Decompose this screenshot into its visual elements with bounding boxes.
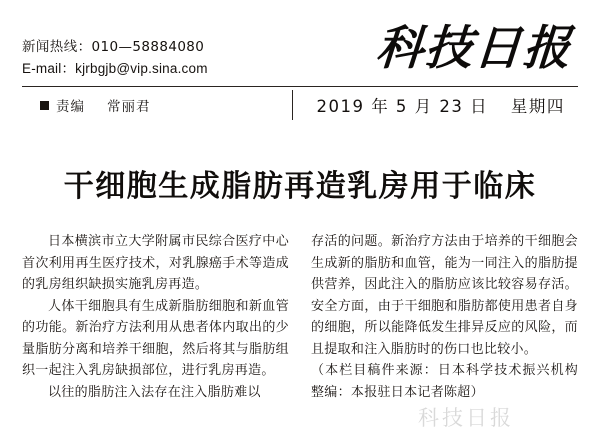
editor-label: 责编 [56,99,85,115]
source-credit: （本栏目稿件来源：日本科学技术振兴机构 整编：本报驻日本记者陈超） [311,363,578,400]
news-hotline: 新闻热线：010—58884080 [22,39,205,55]
editor-block [22,95,290,115]
column-right [311,231,578,403]
article-body [22,231,578,403]
publication-weekday: 星期四 [510,97,565,116]
email-address: E-mail：kjrbgjb@vip.sina.com [22,61,208,76]
square-bullet-icon [40,101,49,110]
editor-name: 常丽君 [107,99,151,115]
byline-vertical-divider [292,90,293,120]
contact-block [22,22,290,80]
paragraph: 人体干细胞具有生成新脂肪细胞和新血管的功能。新治疗方法利用从患者体内取出的少量脂肪分离和培养干细胞，然后将其与脂肪组织一起注入乳房缺损部位，进行乳房再造。 [22,298,289,378]
paragraph: 日本横滨市立大学附属市民综合医疗中心首次利用再生医疗技术，对乳腺癌手术等造成的乳房组织缺损实施乳房再造。 [22,234,289,292]
column-left [22,231,289,403]
date-block [295,93,578,117]
nameplate-text: 科技日报 [374,21,574,76]
paragraph: 以往的脂肪注入法存在注入脂肪难以 [48,384,261,400]
publication-date: 2019 年 5 月 23 日 [316,97,489,116]
masthead [22,0,578,80]
paragraph: 存活的问题。新治疗方法由于培养的干细胞会生成新的脂肪和血管，能为一同注入的脂肪提供营养，因此注入的脂肪应该比较容易存活。安全方面，由于干细胞和脂肪都使用患者自身的细胞，所以能降低发生排异反应的风险，而且提取和注入脂肪时的伤口也比较小。 [311,234,578,357]
watermark: 科技日报 [418,406,514,430]
newspaper-nameplate [290,22,578,76]
article-headline: 干细胞生成脂肪再造乳房用于临床 [63,169,537,204]
byline-row [22,87,578,123]
